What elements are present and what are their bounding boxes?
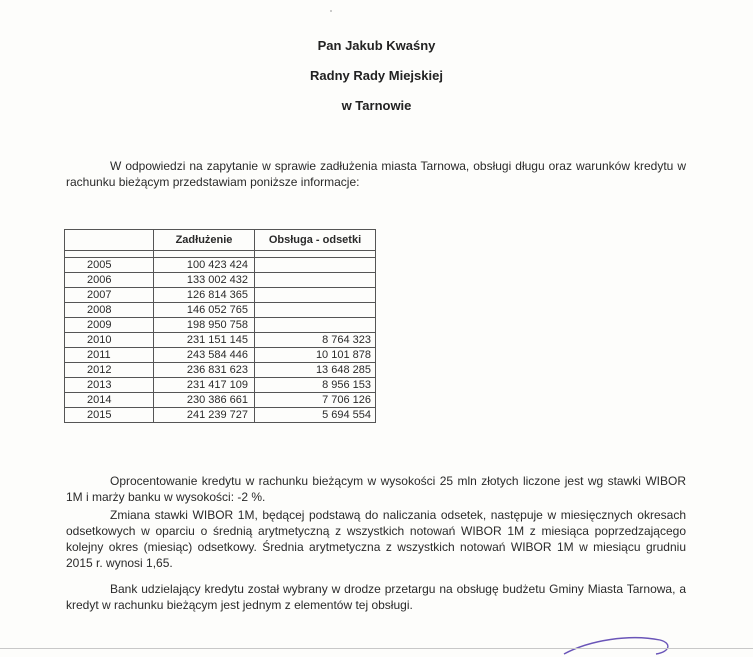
year-cell: 2005 [65,258,154,273]
table-row [65,273,376,288]
interest-cell [255,273,376,288]
interest-cell: 10 101 878 [255,348,376,363]
debt-cell: 146 052 765 [154,303,255,318]
spacer-cell [65,251,154,258]
table-row [65,258,376,273]
header-year [65,230,154,251]
interest-cell: 8 956 153 [255,378,376,393]
year-cell: 2014 [65,393,154,408]
table-row [65,348,376,363]
bank-paragraph [66,581,686,613]
table-row [65,393,376,408]
interest-cell [255,288,376,303]
table-row [65,333,376,348]
interest-cell [255,318,376,333]
spacer-cell [154,251,255,258]
table-row [65,288,376,303]
year-cell: 2006 [65,273,154,288]
intro-text: W odpowiedzi na zapytanie w sprawie zadłużenia miasta Tarnowa, obsługi długu oraz warunków kredytu w rachunku bieżącym przedstawiam poniższe informacje: [66,159,686,189]
bank-text: Bank udzielający kredytu został wybrany w drodze przetargu na obsługę budżetu Gminy Miasta Tarnowa, a kredyt w rachunku bieżącym jest jednym z elementów tej obsługi. [66,582,686,612]
year-cell: 2015 [65,408,154,423]
page-bottom-edge [0,648,753,649]
spacer-cell [255,251,376,258]
paper-speck [330,10,332,12]
table-row [65,363,376,378]
debt-cell: 231 151 145 [154,333,255,348]
debt-cell: 241 239 727 [154,408,255,423]
year-cell: 2010 [65,333,154,348]
interest-cell: 5 694 554 [255,408,376,423]
intro-paragraph [66,158,686,190]
debt-cell: 126 814 365 [154,288,255,303]
table-row [65,378,376,393]
debt-cell: 243 584 446 [154,348,255,363]
debt-cell: 100 423 424 [154,258,255,273]
debt-cell: 231 417 109 [154,378,255,393]
debt-table [64,229,376,423]
signature-stroke [560,630,680,657]
header-interest: Obsługa - odsetki [255,230,376,251]
year-cell: 2012 [65,363,154,378]
table-spacer-row [65,251,376,258]
debt-cell: 198 950 758 [154,318,255,333]
interest-cell: 7 706 126 [255,393,376,408]
debt-cell: 236 831 623 [154,363,255,378]
year-cell: 2008 [65,303,154,318]
year-cell: 2013 [65,378,154,393]
header-debt: Zadłużenie [154,230,255,251]
interest-cell: 8 764 323 [255,333,376,348]
year-cell: 2011 [65,348,154,363]
table-row [65,408,376,423]
interest-text: Oprocentowanie kredytu w rachunku bieżącym w wysokości 25 mln złotych liczone jest wg stawki WIBOR 1M i marży banku w wysokości: -2 %. [66,474,686,504]
wibor-paragraph [66,507,686,571]
interest-cell [255,303,376,318]
table-header-row [65,230,376,251]
year-cell: 2007 [65,288,154,303]
table-body [65,251,376,423]
addressee-title: Radny Rady Miejskiej [310,68,443,83]
wibor-text: Zmiana stawki WIBOR 1M, będącej podstawą do naliczania odsetek, następuje w miesięcznych okresach odsetkowych w oparciu o średnią arytmetyczną z wszystkich notowań WIBOR 1M z miesiąca poprzedzającego kolejny okres (miesiąc) odsetkowy. Średnia arytmetyczna z wszystkich notowań WIBOR 1M w miesiącu grudniu 2015 r. wynosi 1,65. [66,508,686,570]
table-row [65,318,376,333]
addressee-name: Pan Jakub Kwaśny [317,38,436,53]
interest-cell: 13 648 285 [255,363,376,378]
addressee-city: w Tarnowie [341,98,412,113]
year-cell: 2009 [65,318,154,333]
interest-cell [255,258,376,273]
debt-cell: 133 002 432 [154,273,255,288]
table-row [65,303,376,318]
debt-cell: 230 386 661 [154,393,255,408]
interest-paragraph [66,473,686,505]
